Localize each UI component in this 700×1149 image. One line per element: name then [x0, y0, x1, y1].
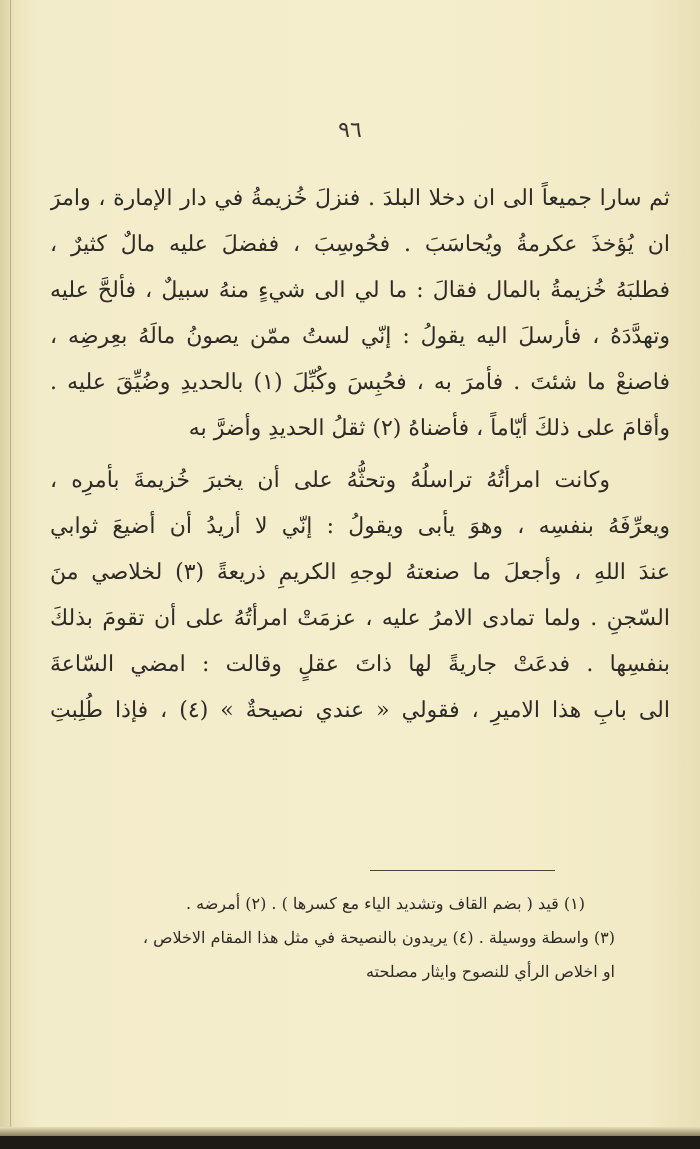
text-line: فاصنعْ ما شئتَ . فأمرَ به ، فحُبِسَ وكُبِّلَ (١) بالحديدِ وضُيِّقَ عليه .: [50, 370, 670, 395]
text-line: وكانت امرأتُهُ تراسلُهُ وتحثُّهُ على أن يخبرَ خُزيمةَ بأمرِه ،: [50, 468, 610, 493]
footnote-line: (٣) واسطة ووسيلة . (٤) يريدون بالنصيحة في مثل هذا المقام الاخلاص ،: [142, 928, 615, 947]
text-line: ويعرِّفَهُ بنفسِه ، وهوَ يأبى ويقولُ : إنّي لا أريدُ أن أضيعَ ثوابي: [50, 514, 670, 539]
footnote-line: (١) قيد ( بضم القاف وتشديد الياء مع كسرها ) . (٢) أمرضه .: [185, 894, 585, 913]
text-line: ان يُؤخذَ عكرمةُ ويُحاسَبَ . فحُوسِبَ ، ففضلَ عليه مالٌ كثيرٌ ،: [50, 232, 670, 257]
text-line: عندَ اللهِ ، وأجعلَ ما صنعتهُ لوجهِ الكريمِ ذريعةً (٣) لخلاصي منَ: [50, 560, 670, 585]
page-gutter-edge: [10, 0, 11, 1136]
text-line: وتهدَّدَهُ ، فأرسلَ اليه يقولُ : إنّي لستُ ممّن يصونُ مالَهُ بعِرضِه ،: [50, 324, 670, 349]
main-text-block: [50, 176, 670, 734]
text-line: ثم سارا جميعاً الى ان دخلا البلدَ . فنزلَ خُزيمةُ في دار الإمارة ، وامرَ: [50, 186, 670, 211]
page-bottom-shadow: [0, 1127, 700, 1136]
text-line: السّجنِ . ولما تمادى الامرُ عليه ، عزمَتْ امرأتُهُ على أن تقومَ بذلكَ: [50, 606, 670, 631]
scan-bottom-border: [0, 1136, 700, 1149]
footnotes-block: [55, 887, 615, 989]
text-line: وأقامَ على ذلكَ أيّاماً ، فأضناهُ (٢) ثقلُ الحديدِ وأضرَّ به: [188, 416, 670, 441]
text-line: فطلبَهُ خُزيمةُ بالمال فقالَ : ما لي الى شيءٍ منهُ سبيلٌ ، فألحَّ عليه: [50, 278, 670, 303]
footnote-line: او اخلاص الرأي للنصوح وايثار مصلحته: [366, 962, 615, 981]
footnote-separator: [370, 870, 555, 871]
text-line: بنفسِها . فدعَتْ جاريةً لها ذاتَ عقلٍ وقالت : امضي السّاعةَ: [50, 652, 670, 677]
page-number: ٩٦: [338, 118, 362, 143]
text-line: الى بابِ هذا الاميرِ ، فقولي « عندي نصيحةٌ » (٤) ، فإذا طُلِبتِ: [50, 698, 670, 723]
